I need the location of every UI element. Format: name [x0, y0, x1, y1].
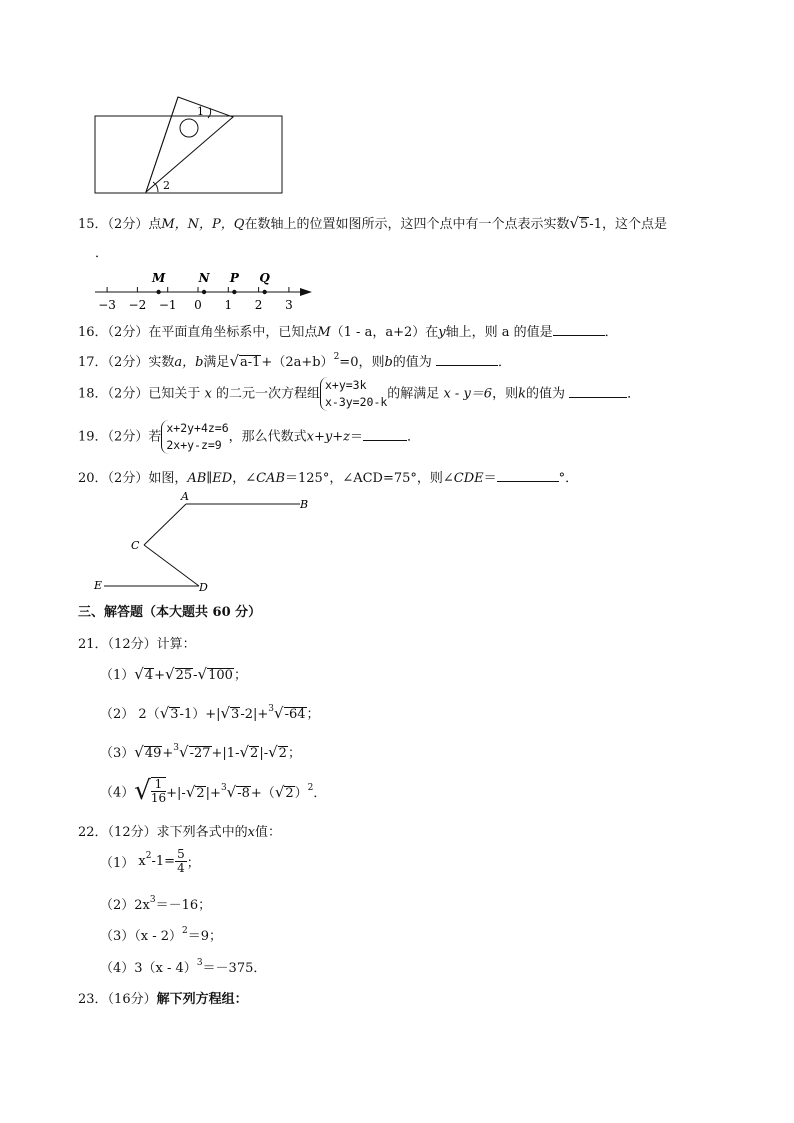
cbrt-sign: √	[179, 743, 189, 761]
score: （2分）	[107, 471, 149, 486]
root-index: 3	[220, 782, 227, 793]
equation-system	[320, 377, 387, 411]
score: （12分）	[107, 825, 157, 840]
text: -1）+|	[179, 707, 221, 722]
point-label: M	[151, 271, 166, 285]
text: +	[162, 746, 174, 761]
sqrt-sign: √	[134, 776, 151, 806]
sqrt-sign: √	[165, 665, 175, 683]
question-22	[78, 821, 281, 840]
equation: x+2y+4z=6	[166, 421, 229, 435]
part-label: （2）	[100, 707, 135, 722]
question-15	[78, 213, 667, 232]
text: ．	[627, 386, 641, 402]
text: +|1-	[211, 746, 240, 761]
answer-blank[interactable]	[553, 323, 605, 336]
equation: x-3y=20-k	[324, 395, 388, 409]
q21-part-3	[100, 742, 301, 761]
score: （12分）	[107, 637, 157, 652]
radicand: -27	[189, 746, 211, 761]
variable: k	[518, 386, 526, 402]
q21-part-1	[100, 664, 247, 683]
text: 的值为	[392, 355, 432, 370]
radicand: -64	[284, 707, 306, 722]
question-number: 19．	[78, 429, 108, 445]
text: ，则	[492, 386, 519, 402]
exponent: 2	[307, 782, 314, 793]
score: （2分）	[107, 325, 149, 340]
text: |+	[205, 785, 221, 801]
fraction	[175, 848, 187, 875]
operator: -	[193, 668, 198, 683]
question-number: 16．	[78, 325, 108, 340]
sqrt-sign: √	[134, 665, 144, 683]
text: 若	[148, 429, 162, 445]
angle-name: CDE	[453, 471, 484, 486]
answer-blank[interactable]	[497, 469, 559, 482]
radicand: a-1	[240, 355, 261, 370]
variable: x	[247, 825, 255, 840]
question-20	[78, 467, 578, 486]
text: |-	[259, 746, 269, 761]
text: 满足	[203, 355, 230, 370]
part-label: （1）	[100, 668, 135, 683]
point-label-b: B	[300, 498, 309, 511]
point-label-e: E	[94, 579, 103, 592]
sqrt-sign: √	[239, 743, 250, 761]
text: 轴上，则 a 的值是	[445, 325, 553, 340]
tick-label: −3	[98, 298, 116, 312]
question-number: 18．	[78, 386, 108, 402]
text: 计算：	[156, 637, 196, 652]
radicand: 25	[175, 668, 193, 683]
text: x	[138, 854, 146, 869]
radicand: 2	[196, 785, 205, 801]
sqrt-sign: √	[268, 743, 278, 761]
question-16	[78, 321, 618, 340]
point-dot	[202, 290, 206, 294]
part-label: （3）	[100, 929, 135, 944]
ruler-hole	[180, 119, 198, 137]
text: 在	[425, 325, 439, 340]
text: ．	[407, 429, 421, 445]
text: -2|+	[240, 707, 269, 722]
text: ＝－375．	[202, 961, 267, 976]
sqrt-sign: √	[220, 704, 231, 722]
score: （2分）	[107, 429, 149, 445]
sqrt-sign: √	[134, 743, 144, 761]
angle-2-label: 2	[163, 179, 170, 192]
radicand: 49	[144, 746, 162, 761]
numerator: 5	[177, 847, 185, 861]
exponent: 2	[333, 352, 340, 362]
point-label: Q	[259, 271, 270, 285]
axis-label: y	[438, 325, 446, 340]
part-label: （1）	[100, 856, 135, 871]
question-number: 17．	[78, 355, 108, 370]
text: 3（x - 4）	[134, 961, 197, 976]
fraction	[151, 777, 166, 805]
text: +（	[250, 785, 275, 801]
text: 2x	[134, 898, 150, 913]
numerator: 1	[151, 778, 166, 792]
triangle-ruler	[146, 97, 233, 192]
answer-blank[interactable]	[436, 353, 498, 366]
root-index: 3	[268, 704, 274, 714]
operator: +	[154, 668, 166, 683]
q22-part-4	[100, 957, 266, 976]
radicand: 2	[278, 746, 287, 761]
text: 已知关于	[148, 386, 201, 402]
text: 2（	[138, 707, 160, 722]
text: +（2a+b）	[261, 355, 334, 370]
line-ac	[144, 504, 186, 545]
text: 在平面直角坐标系中，已知点	[148, 325, 318, 340]
point-label-a: A	[181, 490, 189, 503]
text: ；	[186, 856, 200, 871]
point-label-c: C	[131, 539, 140, 552]
text: ＝	[349, 429, 363, 445]
variable: x	[204, 386, 212, 402]
text: 在数轴上的位置如图所示，这四个点中有一个点表示实数	[244, 217, 570, 232]
radicand: 2	[250, 746, 259, 761]
radicand: -8	[237, 785, 250, 801]
equation: x+y=3k	[324, 378, 367, 392]
text: °．	[558, 471, 579, 486]
question-number: 23．	[78, 992, 108, 1007]
radicand: 2	[285, 785, 294, 801]
text: ＝	[483, 471, 497, 486]
tick-label: −1	[158, 298, 177, 312]
text: 的二元一次方程组	[215, 386, 320, 402]
radicand: 100	[208, 668, 233, 683]
cbrt-sign: √	[274, 704, 284, 722]
tick-label: 0	[194, 298, 202, 312]
exponent: 3	[196, 958, 203, 968]
condition: x - y＝6	[443, 386, 493, 402]
text: ；	[306, 707, 320, 722]
point-label-d: D	[199, 581, 208, 594]
parallel-statement: AB∥ED	[187, 471, 233, 486]
point-dot	[156, 290, 160, 294]
question-number: 21．	[78, 637, 108, 652]
text: ，那么代数式	[228, 429, 307, 445]
radicand: 4	[144, 668, 154, 683]
q22-part-2	[100, 894, 211, 913]
point-dot	[232, 290, 236, 294]
sqrt-sign: √	[274, 782, 285, 801]
text: ，∠	[232, 471, 257, 486]
denominator: 4	[177, 861, 185, 875]
axis-arrow	[300, 288, 312, 296]
text: ．	[497, 355, 511, 370]
question-17	[78, 351, 511, 370]
angle-2-arc	[153, 182, 158, 192]
coordinates: （1 - a，a+2）	[330, 325, 426, 340]
point-label: M	[317, 325, 331, 340]
variable: b	[384, 355, 393, 370]
rectangle	[95, 116, 282, 193]
tick-label: −2	[128, 298, 147, 312]
sqrt-sign: √	[569, 214, 580, 232]
section-heading: 三、解答题（本大题共 60 分）	[78, 605, 262, 620]
q22-part-3	[100, 925, 222, 944]
text: 求下列各式中的	[156, 825, 248, 840]
text: 解下列方程组：	[156, 992, 248, 1007]
parallel-lines-figure	[0, 490, 794, 594]
question-21	[78, 633, 196, 652]
text: ．	[313, 785, 327, 801]
text: ＝125°，∠ACD=75°，则∠	[285, 471, 454, 486]
question-number: 20．	[78, 471, 108, 486]
text: 的值为	[525, 386, 565, 402]
denominator: 16	[150, 791, 167, 805]
sqrt-sign: √	[197, 665, 208, 683]
answer-blank[interactable]	[569, 385, 627, 398]
question-23	[78, 988, 248, 1007]
cbrt-sign: √	[226, 782, 237, 801]
tick-label: 1	[224, 298, 233, 312]
q22-part-1	[100, 848, 200, 875]
root-index: 3	[173, 743, 180, 753]
text: 实数	[148, 355, 175, 370]
score: （2分）	[107, 217, 149, 232]
text: 值：	[254, 825, 281, 840]
score: （16分）	[107, 992, 157, 1007]
radicand: 3	[170, 707, 179, 722]
answer-blank[interactable]	[363, 428, 407, 441]
question-15-tail: ．	[95, 246, 109, 261]
point-label: P	[229, 271, 239, 285]
question-19	[78, 420, 420, 454]
text: 的解满足	[387, 386, 440, 402]
text: -1，这个点是	[589, 217, 667, 232]
text: ＝－16；	[155, 898, 212, 913]
exponent: 3	[149, 895, 156, 905]
angle-name: CAB	[256, 471, 285, 486]
point-label: N	[198, 271, 210, 285]
score: （2分）	[107, 386, 149, 402]
variables: a，b	[174, 355, 204, 370]
triangle-rectangle-figure	[0, 0, 794, 200]
text: ；	[233, 668, 247, 683]
text: -1=	[151, 854, 176, 869]
radicand: 3	[231, 707, 240, 722]
q21-part-2	[100, 703, 320, 722]
question-number: 22．	[78, 825, 108, 840]
text: 如图，	[148, 471, 188, 486]
text: （x - 2）	[134, 929, 183, 944]
number-line	[0, 262, 794, 322]
text: 点	[148, 217, 162, 232]
text: ＝9；	[187, 929, 223, 944]
exponent: 2	[182, 926, 188, 936]
radicand: 5	[580, 217, 589, 232]
equation: 2x+y-z=9	[166, 438, 222, 452]
question-18	[78, 377, 640, 411]
points-text: M，N，P，Q	[161, 217, 245, 232]
line-cd	[144, 545, 199, 586]
part-label: （3）	[100, 746, 135, 761]
point-dot	[262, 290, 266, 294]
angle-1-label: 1	[197, 105, 204, 118]
sqrt-sign: √	[185, 782, 196, 801]
sqrt-sign: √	[159, 704, 170, 722]
part-label: （4）	[100, 961, 135, 976]
expression: x+y+z	[306, 429, 350, 445]
text: ；	[287, 746, 301, 761]
q21-part-4	[100, 776, 326, 806]
sqrt-sign: √	[229, 352, 239, 370]
text: =0，则	[339, 355, 385, 370]
question-number: 15．	[78, 217, 108, 232]
equation-system	[161, 420, 228, 454]
tick-label: 2	[254, 298, 263, 312]
exponent: 2	[145, 851, 152, 861]
text: +|-	[166, 785, 186, 801]
part-label: （2）	[100, 898, 135, 913]
text: ）	[294, 785, 308, 801]
tick-label: 3	[285, 298, 293, 312]
part-label: （4）	[100, 785, 135, 801]
score: （2分）	[107, 355, 149, 370]
text: ．	[604, 325, 618, 340]
